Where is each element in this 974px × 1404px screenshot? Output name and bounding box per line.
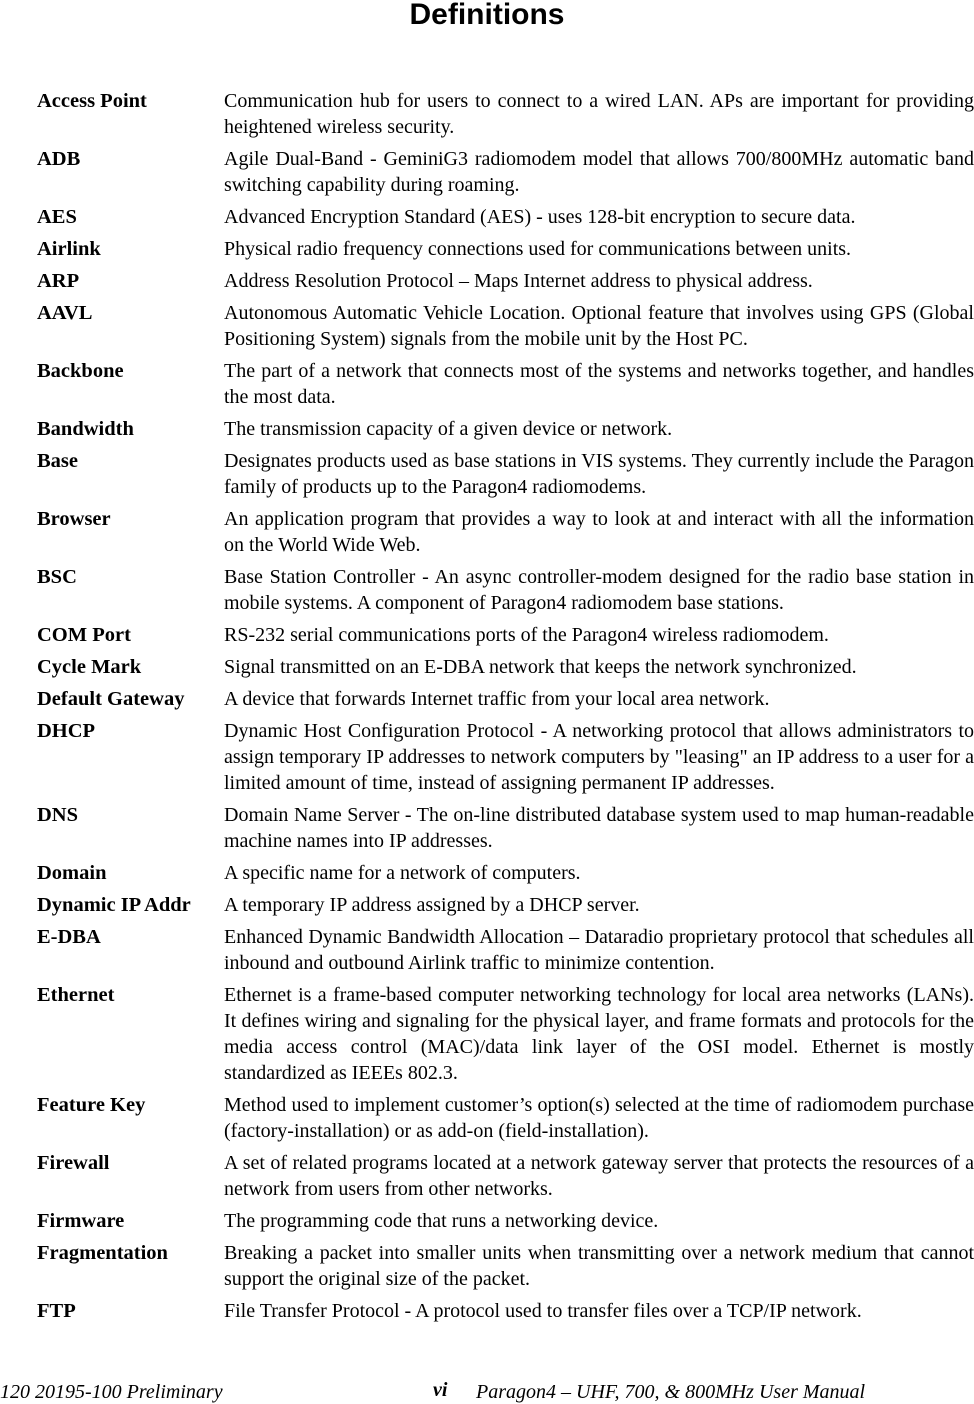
definition-term: Fragmentation: [37, 1242, 168, 1264]
definition-description: A set of related programs located at a network gateway server that protects the resources of a network from users from other networks.: [224, 1152, 974, 1200]
definition-entry: [37, 506, 974, 558]
definition-entry: [37, 204, 974, 230]
definition-term: COM Port: [37, 624, 131, 646]
page-footer: [0, 1380, 974, 1404]
definition-entry: [37, 654, 974, 680]
definition-description: An application program that provides a way to look at and interact with all the information on the World Wide Web.: [224, 508, 974, 556]
definition-description: Enhanced Dynamic Bandwidth Allocation – Dataradio proprietary protocol that schedules all inbound and outbound Airlink traffic to minimize contention.: [224, 926, 974, 974]
definition-entry: [37, 268, 974, 294]
definition-entry: [37, 416, 974, 442]
page-title: Definitions: [409, 0, 565, 31]
definition-description: Dynamic Host Configuration Protocol - A networking protocol that allows administrators to assign temporary IP addresses to network computers by "leasing" an IP address to a user for a limited amount of time, instead of assigning permanent IP addresses.: [224, 720, 974, 794]
definition-entry: [37, 1240, 974, 1292]
definition-entry: [37, 622, 974, 648]
definition-entry: [37, 686, 974, 712]
definition-entry: [37, 802, 974, 854]
definition-term: DNS: [37, 804, 79, 826]
definition-description: The programming code that runs a networking device.: [224, 1210, 659, 1232]
definition-description: The part of a network that connects most of the systems and networks together, and handles the most data.: [224, 360, 974, 408]
definition-entry: [37, 892, 974, 918]
definition-description: Designates products used as base stations in VIS systems. They currently include the Paragon family of products up to the Paragon4 radiomodems.: [224, 450, 974, 498]
definition-description: The transmission capacity of a given device or network.: [224, 418, 673, 440]
definition-description: Ethernet is a frame-based computer networking technology for local area networks (LANs). It defines wiring and signaling for the physical layer, and frame formats and protocols for the media access control (MAC)/data link layer of the OSI model. Ethernet is mostly standardized as IEEEs 802.3.: [224, 984, 974, 1084]
definition-description: File Transfer Protocol - A protocol used to transfer files over a TCP/IP network.: [224, 1300, 862, 1322]
footer-page-number: vi: [433, 1379, 448, 1401]
definition-term: AES: [37, 206, 77, 228]
definition-term: Feature Key: [37, 1094, 146, 1116]
definition-term: Firewall: [37, 1152, 110, 1174]
definition-entry: [37, 1150, 974, 1202]
definition-entry: [37, 300, 974, 352]
definition-term: Backbone: [37, 360, 124, 382]
definition-entry: [37, 448, 974, 500]
definition-term: E-DBA: [37, 926, 101, 948]
definition-term: Firmware: [37, 1210, 125, 1232]
definition-description: Physical radio frequency connections used for communications between units.: [224, 238, 852, 260]
definition-description: Domain Name Server - The on-line distributed database system used to map human-readable machine names into IP addresses.: [224, 804, 974, 852]
definition-description: Advanced Encryption Standard (AES) - uses 128-bit encryption to secure data.: [224, 206, 856, 228]
definition-description: Method used to implement customer’s option(s) selected at the time of radiomodem purchase (factory-installation) or as add-on (field-installation).: [224, 1094, 974, 1142]
definition-entry: [37, 1298, 974, 1324]
definition-entry: [37, 88, 974, 140]
definition-entry: [37, 718, 974, 796]
definitions-list: [37, 88, 974, 1330]
definition-term: BSC: [37, 566, 77, 588]
definition-term: Base: [37, 450, 78, 472]
definition-term: Airlink: [37, 238, 101, 260]
definition-description: A device that forwards Internet traffic from your local area network.: [224, 688, 770, 710]
footer-manual-title: Paragon4 – UHF, 700, & 800MHz User Manual: [476, 1381, 866, 1403]
definition-entry: [37, 860, 974, 886]
definition-entry: [37, 358, 974, 410]
definition-description: Autonomous Automatic Vehicle Location. Optional feature that involves using GPS (Global Positioning System) signals from the mobile unit by the Host PC.: [224, 302, 974, 350]
definition-description: Base Station Controller - An async controller-modem designed for the radio base station in mobile systems. A component of Paragon4 radiomodem base stations.: [224, 566, 974, 614]
definition-description: Communication hub for users to connect to a wired LAN. APs are important for providing heightened wireless security.: [224, 90, 974, 138]
definition-term: ADB: [37, 148, 81, 170]
definition-term: Ethernet: [37, 984, 115, 1006]
definition-term: DHCP: [37, 720, 96, 742]
definition-description: Signal transmitted on an E-DBA network that keeps the network synchronized.: [224, 656, 857, 678]
definition-description: Address Resolution Protocol – Maps Internet address to physical address.: [224, 270, 813, 292]
definition-entry: [37, 1092, 974, 1144]
definition-term: ARP: [37, 270, 80, 292]
definition-description: A temporary IP address assigned by a DHCP server.: [224, 894, 640, 916]
definition-description: Agile Dual-Band - GeminiG3 radiomodem model that allows 700/800MHz automatic band switching capability during roaming.: [224, 148, 974, 196]
definition-entry: [37, 924, 974, 976]
definition-term: Bandwidth: [37, 418, 134, 440]
definition-entry: [37, 236, 974, 262]
definition-term: AAVL: [37, 302, 93, 324]
definition-term: Browser: [37, 508, 111, 530]
definition-entry: [37, 564, 974, 616]
definition-description: RS-232 serial communications ports of the Paragon4 wireless radiomodem.: [224, 624, 829, 646]
definition-term: Default Gateway: [37, 688, 185, 710]
definition-term: Cycle Mark: [37, 656, 142, 678]
definition-description: A specific name for a network of computers.: [224, 862, 581, 884]
footer-document-number: 120 20195-100 Preliminary: [0, 1381, 223, 1403]
definition-term: Dynamic IP Addr: [37, 894, 191, 916]
definition-term: FTP: [37, 1300, 76, 1322]
definition-term: Domain: [37, 862, 107, 884]
definition-term: Access Point: [37, 90, 147, 112]
definition-entry: [37, 146, 974, 198]
definition-entry: [37, 1208, 974, 1234]
definition-entry: [37, 982, 974, 1086]
definition-description: Breaking a packet into smaller units when transmitting over a network medium that cannot support the original size of the packet.: [224, 1242, 974, 1290]
